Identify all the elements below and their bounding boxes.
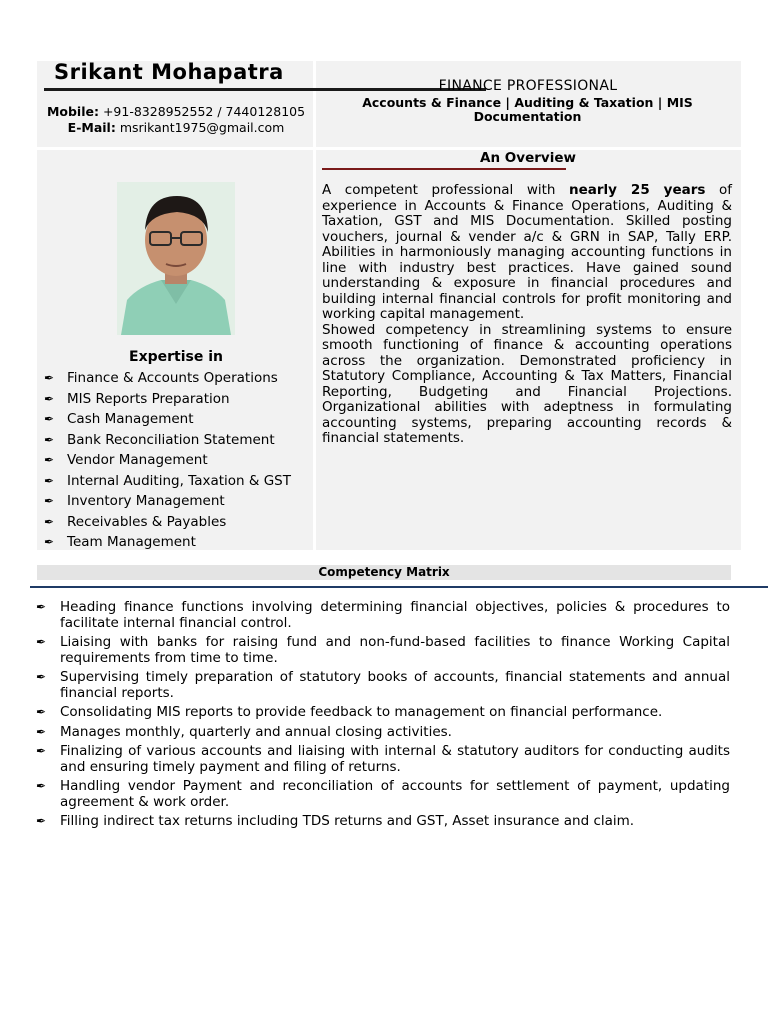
pen-nib-icon: ✒ [36,705,47,719]
profile-photo [117,182,235,335]
overview-paragraph-1 [322,183,732,323]
list-item [44,452,291,473]
expertise-item: Cash Management [67,411,194,427]
candidate-name: Srikant Mohapatra [54,60,284,84]
pen-nib-icon: ✒ [36,635,47,649]
pen-nib-icon: ✒ [36,814,47,828]
professional-subtitle: Accounts & Finance | Auditing & Taxation | MIS Documentation [362,95,693,124]
expertise-item: Bank Reconciliation Statement [67,431,275,448]
competency-item: Supervising timely preparation of statutory books of accounts, financial statements and annual financial reports. [60,669,730,701]
contact-block [40,104,312,136]
expertise-item: Finance & Accounts Operations [67,370,278,386]
pen-nib-icon: ✒ [36,600,47,614]
email-label: E-Mail: [67,120,116,135]
list-item [36,814,730,830]
list-item [44,411,291,432]
list-item [36,705,730,721]
list-item [36,635,730,666]
expertise-item: Receivables & Payables [67,513,227,530]
pen-nib-icon: ✒ [44,412,55,426]
overview-text-part: of experience in Accounts & Finance Operations, Auditing & Taxation, GST and MIS Documentation. Skilled posting vouchers, journal & vender a/c & GRN in SAP, Tally ERP. Abilities in harmoniously managing accounting functions in line with industry best practices. Have gained sound understanding & exposure in financial procedures and building internal financial controls for profit monitoring and working capital management. [322,182,732,322]
expertise-item: MIS Reports Preparation [67,390,230,407]
expertise-item: Inventory Management [67,493,225,509]
competency-item: Heading finance functions involving determining financial objectives, policies & procedures to facilitate internal financial control. [60,599,730,631]
pen-nib-icon: ✒ [44,473,55,488]
person-portrait-icon [117,182,235,335]
pen-nib-icon: ✒ [44,453,55,467]
experience-highlight: nearly 25 years [569,182,706,198]
list-item [44,370,291,391]
list-item [44,432,291,453]
pen-nib-icon: ✒ [36,670,47,684]
pen-nib-icon: ✒ [36,779,47,793]
list-item [36,744,730,775]
pen-nib-icon: ✒ [36,724,47,739]
competency-heading: Competency Matrix [318,565,450,579]
overview-heading: An Overview [480,150,576,166]
list-item [44,473,291,494]
pen-nib-icon: ✒ [44,391,55,406]
pen-nib-icon: ✒ [44,514,55,529]
competency-item: Filling indirect tax returns including TDS returns and GST, Asset insurance and claim. [60,813,635,829]
list-item [44,534,291,555]
pen-nib-icon: ✒ [44,494,55,508]
pen-nib-icon: ✒ [44,371,55,385]
email-value[interactable]: msrikant1975@gmail.com [119,120,285,135]
list-item [36,725,730,741]
expertise-heading: Expertise in [129,349,223,365]
overview-underline [322,168,566,170]
expertise-item: Internal Auditing, Taxation & GST [67,472,291,489]
expertise-item: Vendor Management [67,452,208,468]
competency-item: Finalizing of various accounts and liaising with internal & statutory auditors for conducting audits and ensuring timely payment and filing of returns. [60,743,730,775]
pen-nib-icon: ✒ [44,432,55,447]
professional-title: FINANCE PROFESSIONAL [438,78,618,94]
overview-text [322,183,732,447]
expertise-list [44,370,291,555]
mobile-label: Mobile: [46,104,99,119]
list-item [36,779,730,810]
overview-paragraph-2: Showed competency in streamlining systems to ensure smooth functioning of finance & accounting operations across the organization. Demonstrated proficiency in Statutory Compliance, Accounting & Tax Matters, Financial Reporting, Budgeting and Financial Projections. Organizational abilities with adeptness in formulating accounting systems, preparing accounting records & financial statements. [322,321,732,446]
mobile-value: +91-8328952552 / 7440128105 [102,104,306,119]
section-divider [30,586,768,588]
overview-text-part: A competent professional with [322,182,570,198]
competency-item: Manages monthly, quarterly and annual closing activities. [60,723,452,740]
competency-item: Handling vendor Payment and reconciliation of accounts for settlement of payment, updating agreement & work order. [60,778,730,810]
competency-list [36,600,730,834]
list-item [44,514,291,535]
list-item [44,493,291,514]
mobile-line [40,104,312,120]
list-item [44,391,291,412]
email-line [40,120,312,136]
expertise-item: Team Management [67,534,196,550]
pen-nib-icon: ✒ [44,535,55,549]
list-item [36,670,730,701]
competency-item: Liaising with banks for raising fund and non-fund-based facilities to finance Working Capital requirements from time to time. [60,634,730,666]
competency-item: Consolidating MIS reports to provide feedback to management on financial performance. [60,704,663,720]
pen-nib-icon: ✒ [36,744,47,758]
list-item [36,600,730,631]
